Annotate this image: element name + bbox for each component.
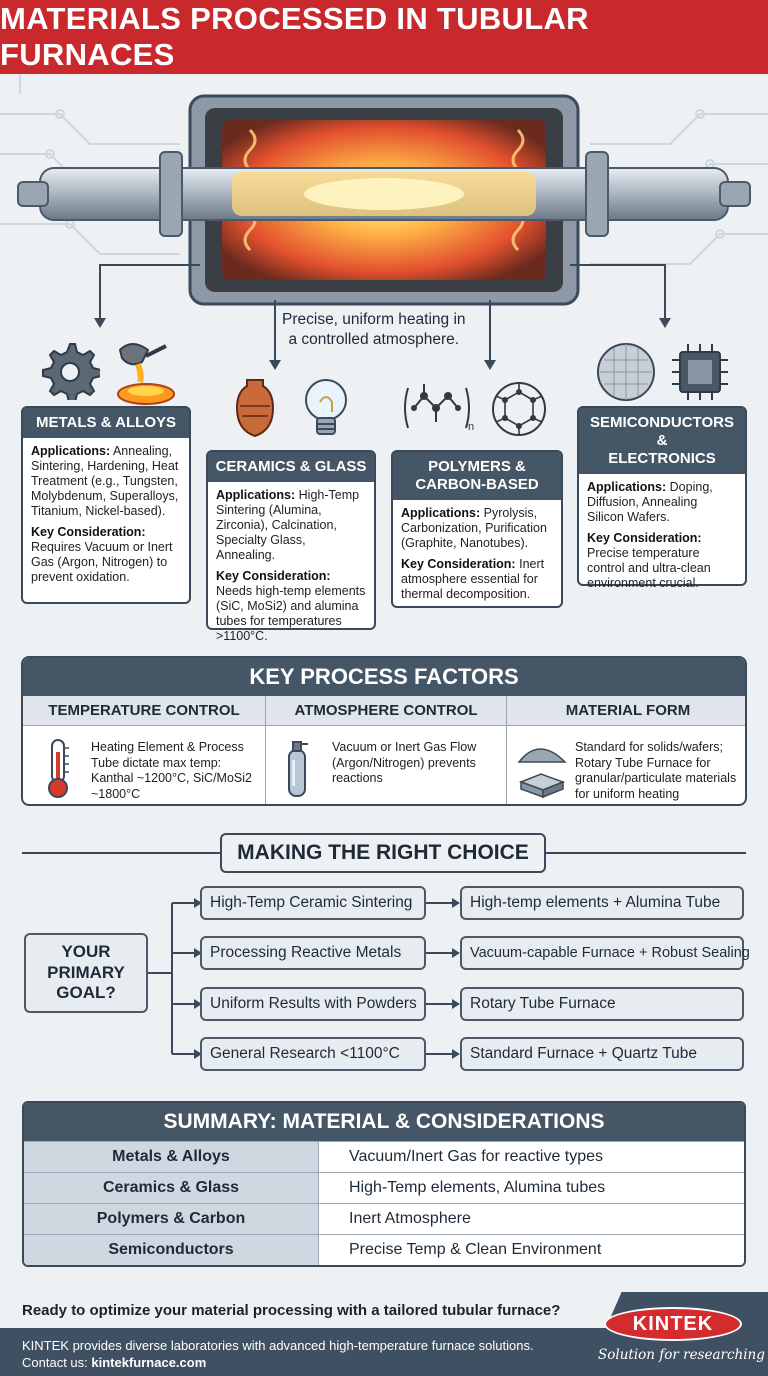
- goal-option-general-research: General Research <1100°C: [200, 1037, 426, 1071]
- summary-material: Semiconductors: [24, 1235, 319, 1265]
- applications-text: High-Temp Sintering (Alumina, Zirconia), Calcination, Specialty Glass, Annealing.: [216, 488, 360, 562]
- solution-alumina-tube: High-temp elements + Alumina Tube: [460, 886, 744, 920]
- card-title-line1: POLYMERS &: [428, 458, 526, 475]
- solid-block-icon: [517, 770, 567, 800]
- card-title-line1: SEMICONDUCTORS &: [590, 414, 734, 449]
- svg-text:n: n: [468, 421, 475, 433]
- key-consideration-label: Key Consideration:: [401, 557, 516, 571]
- furnace-caption-line2: a controlled atmosphere.: [288, 331, 460, 349]
- factor-heading: MATERIAL FORM: [507, 696, 747, 726]
- key-consideration-text: Precise temperature control and ultra-clean environment crucial.: [587, 546, 711, 590]
- card-title: [393, 452, 561, 500]
- summary-row: [24, 1141, 744, 1172]
- thermometer-icon: [41, 736, 75, 800]
- applications-label: Applications:: [401, 506, 481, 520]
- solution-rotary-tube: Rotary Tube Furnace: [460, 987, 744, 1021]
- title-bar: [0, 0, 768, 74]
- key-process-factors-panel: [21, 656, 747, 806]
- card-metals-alloys: [21, 406, 191, 604]
- factor-text: Standard for solids/wafers; Rotary Tube Furnace for granular/particulate materials for uniform heating: [575, 740, 737, 801]
- furnace-caption-line1: Precise, uniform heating in: [282, 311, 466, 328]
- ceramic-vase-icon: [232, 376, 278, 440]
- applications-text: Annealing, Sintering, Hardening, Heat Treatment (e.g., Tungsten, Molybdenum, Superalloys, Titanium, Nickel-based).: [31, 444, 179, 518]
- key-consideration-text: Inert atmosphere essential for thermal decomposition.: [401, 557, 545, 601]
- logo-tagline: Solution for researching: [598, 1347, 765, 1363]
- microchip-icon: [668, 340, 732, 404]
- factor-material-form: [506, 696, 747, 806]
- choice-title: MAKING THE RIGHT CHOICE: [220, 833, 546, 873]
- card-ceramics-glass: [206, 450, 376, 643]
- summary-row: [24, 1172, 744, 1203]
- summary-consideration: Precise Temp & Clean Environment: [319, 1235, 744, 1265]
- card-title: CERAMICS & GLASS: [208, 452, 374, 482]
- applications-label: Applications:: [31, 444, 111, 458]
- kintek-logo[interactable]: KINTEK: [604, 1307, 742, 1341]
- key-consideration-label: Key Consideration:: [587, 531, 702, 545]
- key-consideration-label: Key Consideration:: [31, 525, 146, 539]
- key-consideration-text: Needs high-temp elements (SiC, MoSi2) and alumina tubes for temperatures >1100°C.: [216, 584, 366, 643]
- footer-description: KINTEK provides diverse laboratories with advanced high-temperature furnace solutions.: [22, 1338, 534, 1353]
- factor-heading: ATMOSPHERE CONTROL: [266, 696, 506, 726]
- key-consideration-text: Requires Vacuum or Inert Gas (Argon, Nitrogen) to prevent oxidation.: [31, 540, 173, 584]
- card-semiconductors: [577, 406, 747, 590]
- factors-title: KEY PROCESS FACTORS: [23, 658, 745, 696]
- factor-text: Vacuum or Inert Gas Flow (Argon/Nitrogen) prevents reactions: [332, 740, 477, 786]
- card-title: METALS & ALLOYS: [23, 408, 189, 438]
- summary-row: [24, 1234, 744, 1265]
- summary-material: Metals & Alloys: [24, 1142, 319, 1172]
- key-consideration-label: Key Consideration:: [216, 569, 331, 583]
- polymer-chain-icon: [400, 378, 480, 440]
- goal-option-powders: Uniform Results with Powders: [200, 987, 426, 1021]
- card-title: [579, 408, 745, 474]
- gear-icon: [40, 340, 100, 400]
- call-to-action: Ready to optimize your material processing with a tailored tubular furnace?: [22, 1302, 561, 1319]
- summary-consideration: Inert Atmosphere: [319, 1204, 744, 1234]
- factor-temperature: [23, 696, 265, 806]
- light-bulb-icon: [300, 376, 352, 442]
- factor-atmosphere: [265, 696, 506, 806]
- summary-row: [24, 1203, 744, 1234]
- card-title-line2: CARBON-BASED: [415, 476, 539, 493]
- applications-text: Doping, Diffusion, Annealing Silicon Wafers.: [587, 480, 713, 524]
- silicon-wafer-icon: [594, 340, 658, 404]
- gas-cylinder-icon: [282, 736, 312, 800]
- summary-material: Ceramics & Glass: [24, 1173, 319, 1203]
- summary-material: Polymers & Carbon: [24, 1204, 319, 1234]
- carbon-nanostructure-icon: [488, 378, 550, 440]
- summary-title: SUMMARY: MATERIAL & CONSIDERATIONS: [24, 1103, 744, 1141]
- applications-label: Applications:: [587, 480, 667, 494]
- contact-link[interactable]: kintekfurnace.com: [91, 1355, 207, 1370]
- card-title-line2: ELECTRONICS: [608, 450, 716, 467]
- goal-option-reactive-metals: Processing Reactive Metals: [200, 936, 426, 970]
- solution-vacuum-furnace: Vacuum-capable Furnace + Robust Sealing: [460, 936, 744, 970]
- card-polymers-carbon: [391, 450, 563, 608]
- summary-consideration: High-Temp elements, Alumina tubes: [319, 1173, 744, 1203]
- goal-option-ceramic-sintering: High-Temp Ceramic Sintering: [200, 886, 426, 920]
- furnace-caption: [282, 310, 466, 350]
- factor-text: Heating Element & Process Tube dictate max temp: Kanthal ~1200°C, SiC/MoSi2 ~1800°C: [91, 740, 252, 801]
- primary-goal-box: YOUR PRIMARY GOAL?: [24, 933, 148, 1013]
- applications-label: Applications:: [216, 488, 296, 502]
- solution-quartz-tube: Standard Furnace + Quartz Tube: [460, 1037, 744, 1071]
- summary-table: [22, 1101, 746, 1267]
- summary-consideration: Vacuum/Inert Gas for reactive types: [319, 1142, 744, 1172]
- powder-pile-icon: [517, 738, 567, 766]
- footer-contact: [22, 1355, 206, 1370]
- molten-metal-ladle-icon: [112, 336, 184, 406]
- page-title: MATERIALS PROCESSED IN TUBULAR FURNACES: [0, 1, 589, 72]
- factor-heading: TEMPERATURE CONTROL: [23, 696, 265, 726]
- contact-label: Contact us:: [22, 1355, 88, 1370]
- applications-text: Pyrolysis, Carbonization, Purification (Graphite, Nanotubes).: [401, 506, 547, 550]
